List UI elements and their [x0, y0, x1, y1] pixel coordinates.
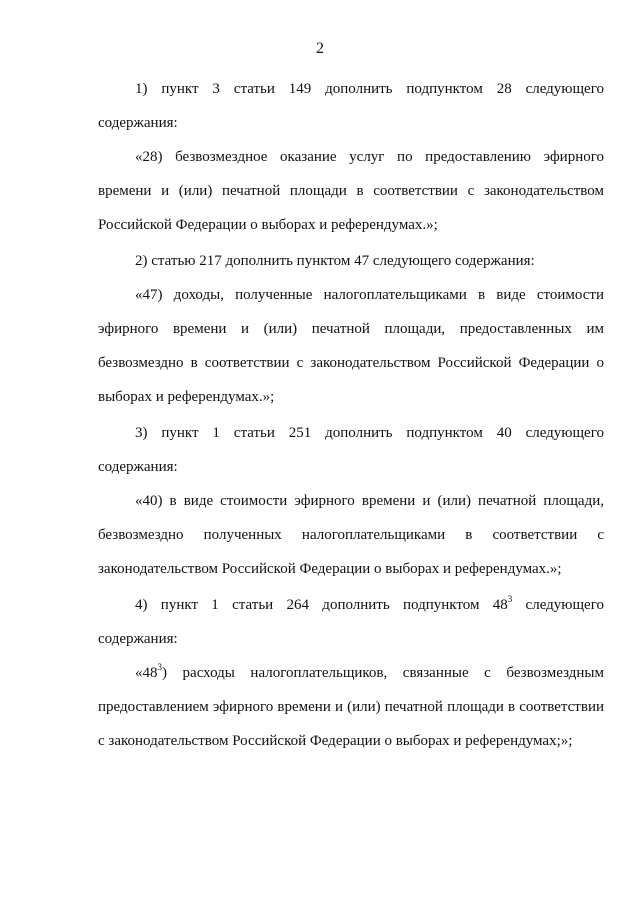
paragraph-item-4-part-1: 4) пункт 1 статьи 264 дополнить подпунктом 48 — [135, 597, 508, 613]
paragraph-item-4-text-part-2: ) расходы налогоплательщиков, связанные с безвозмездным предоставлением эфирного времени и (или) печатной площади в соответствии с законодательством Российской Федерации о выборах и референдумах;»; — [98, 665, 604, 749]
paragraph-item-1-text: «28) безвозмездное оказание услуг по предоставлению эфирного времени и (или) печатной площади в соответствии с законодательством Российской Федерации о выборах и референдумах.»; — [98, 149, 604, 233]
paragraph-item-4-part-2: следующего содержания: — [98, 597, 604, 647]
superscript: 3 — [157, 662, 162, 672]
paragraph-item-4 — [98, 588, 604, 656]
superscript: 3 — [507, 594, 513, 604]
paragraph-item-3: 3) пункт 1 статьи 251 дополнить подпунктом 40 следующего содержания: — [98, 425, 604, 475]
paragraph-item-4-text — [98, 656, 604, 758]
paragraph-item-2-text: «47) доходы, полученные налогоплательщиками в виде стоимости эфирного времени и (или) печатной площади, предоставленных им безвозмездно в соответствии с законодательством Российской Федерации о выборах и референдумах.»; — [98, 287, 604, 405]
page-number: 2 — [316, 40, 324, 57]
paragraph-item-4-text-part-1: «48 — [135, 665, 158, 681]
paragraph-item-2: 2) статью 217 дополнить пунктом 47 следующего содержания: — [135, 253, 535, 269]
paragraph-item-1: 1) пункт 3 статьи 149 дополнить подпунктом 28 следующего содержания: — [98, 81, 604, 131]
paragraph-item-3-text: «40) в виде стоимости эфирного времени и (или) печатной площади, безвозмездно полученных налогоплательщиками в соответствии с законодательством Российской Федерации о выборах и референдумах.»; — [98, 493, 604, 577]
